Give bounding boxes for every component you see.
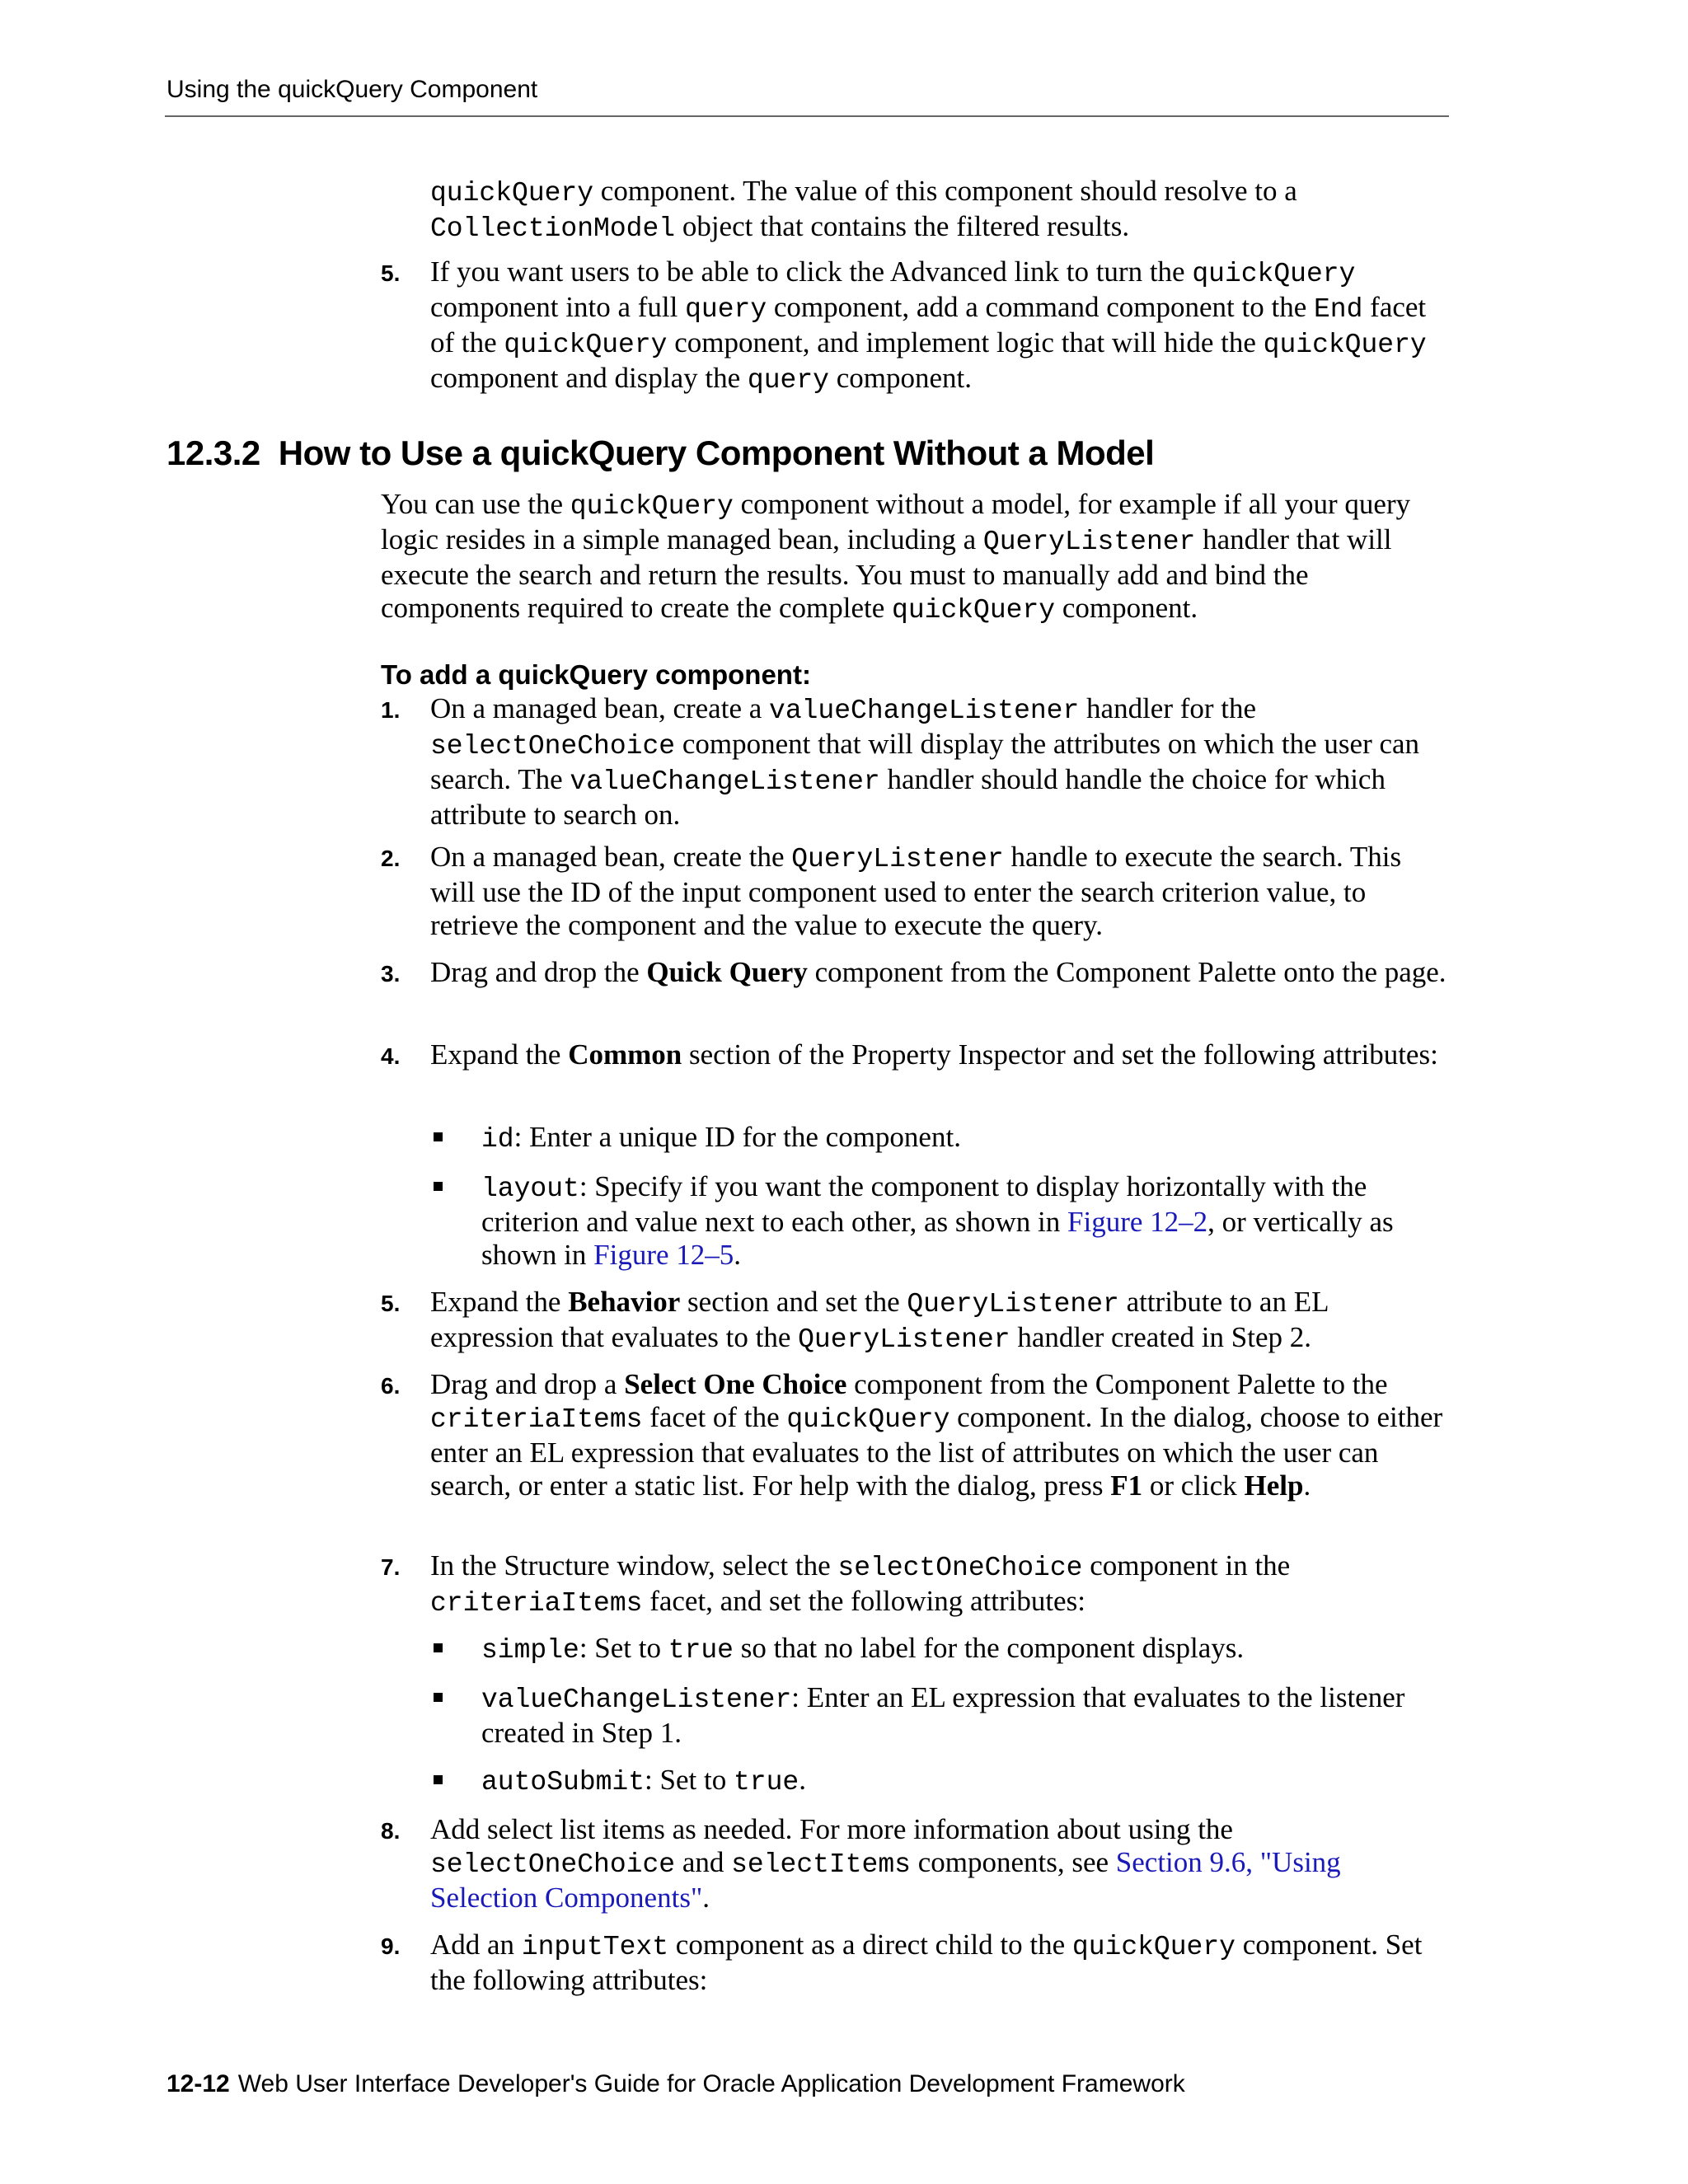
inline-code: selectItems: [731, 1849, 911, 1880]
text-run: component.: [1055, 592, 1198, 624]
text-run: Expand the: [430, 1286, 569, 1318]
text-run: component into a full: [430, 291, 686, 323]
text-run: handler created in Step 2.: [1010, 1321, 1311, 1353]
text-run: : Enter a unique ID for the component.: [513, 1121, 961, 1153]
section-title: How to Use a quickQuery Component Without a Model: [278, 434, 1155, 472]
bullet-item: [481, 1121, 1454, 1156]
inline-code: true: [668, 1635, 734, 1666]
text-run: Drag and drop the: [430, 956, 647, 988]
text-run: Expand the: [430, 1038, 569, 1071]
inline-code: true: [733, 1767, 799, 1797]
step-4: [381, 1038, 1452, 1071]
step-number: 6.: [381, 1373, 401, 1399]
inline-code: quickQuery: [570, 491, 734, 522]
text-run: facet of the: [642, 1401, 787, 1433]
step-1: [381, 692, 1452, 832]
text-run: handle to execute the search. This will use the ID of the input component used to enter the search criterion value, to retrieve the component and the value to execute the query.: [430, 841, 1402, 941]
text-run: components, see: [910, 1846, 1116, 1878]
text-run: component from the Component Palette to the: [846, 1368, 1388, 1400]
ui-label: Common: [568, 1038, 682, 1071]
text-run: facet, and set the following attributes:: [642, 1585, 1085, 1617]
text-run: component, add a command component to the: [767, 291, 1314, 323]
text-run: component. The value of this component should resolve to a: [593, 175, 1297, 207]
ui-label: Select One Choice: [624, 1368, 847, 1400]
text-run: or click: [1142, 1469, 1245, 1502]
intro-paragraph: [381, 488, 1452, 627]
text-run: component, and implement logic that will hide the: [667, 326, 1264, 359]
text-run: section of the Property Inspector and set the following attributes:: [682, 1038, 1438, 1071]
text-run: Add select list items as needed. For more information about using the: [430, 1813, 1233, 1845]
text-run: component without a model, for example if all your query logic resides in a simple managed bean, including a: [381, 488, 1411, 555]
text-run: component from the Component Palette onto the page.: [807, 956, 1447, 988]
step-number: 7.: [381, 1554, 401, 1580]
text-run: : Set to: [579, 1632, 668, 1664]
inline-code: criteriaItems: [430, 1588, 643, 1619]
text-run: .: [1303, 1469, 1311, 1502]
text-run: Drag and drop a: [430, 1368, 625, 1400]
text-run: component and display the: [430, 362, 748, 394]
step-7: [381, 1549, 1452, 1620]
text-run: section and set the: [680, 1286, 907, 1318]
text-run: handler that will execute the search and return the results. You must to manually add and bind the components required to create the complete: [381, 523, 1392, 624]
step-9: [381, 1929, 1452, 1997]
bullet-square-icon: [434, 1775, 443, 1784]
inline-code: query: [685, 294, 767, 325]
bullet-square-icon: [434, 1693, 443, 1702]
bullet-square-icon: [434, 1132, 443, 1141]
section-link[interactable]: Section 9.6, "Using Selection Components": [430, 1846, 1341, 1914]
step-6: [381, 1368, 1452, 1502]
inline-code: quickQuery: [504, 330, 668, 360]
text-run: attribute to an EL expression that evaluates to the: [430, 1286, 1329, 1353]
figure-link[interactable]: Figure 12–5: [593, 1239, 734, 1271]
text-run: Add an: [430, 1929, 522, 1961]
continuation-paragraph: [430, 175, 1452, 246]
text-run: On a managed bean, create a: [430, 692, 770, 724]
inline-code: selectOneChoice: [837, 1553, 1083, 1583]
inline-code: selectOneChoice: [430, 1849, 676, 1880]
inline-code: quickQuery: [1071, 1932, 1236, 1962]
inline-code: QueryListener: [791, 844, 1004, 874]
text-run: handler for the: [1079, 692, 1257, 724]
inline-code: quickQuery: [1192, 259, 1356, 289]
bullet-item: [481, 1632, 1454, 1667]
text-run: handler should handle the choice for which attribute to search on.: [430, 763, 1386, 831]
bullet-item: [481, 1170, 1454, 1272]
inline-code: id: [481, 1124, 514, 1155]
previous-step-5: [381, 255, 1452, 397]
step-number: 3.: [381, 961, 401, 987]
inline-code: QueryListener: [982, 527, 1196, 557]
inline-code: valueChangeListener: [570, 766, 880, 797]
step-number: 1.: [381, 697, 401, 723]
header-divider: [165, 115, 1449, 117]
bullet-square-icon: [434, 1182, 443, 1191]
key-label: F1: [1110, 1469, 1143, 1502]
inline-code: CollectionModel: [430, 213, 676, 244]
step-number: 4.: [381, 1043, 401, 1069]
step-3: [381, 956, 1452, 989]
running-header: Using the quickQuery Component: [166, 76, 538, 103]
book-title: Web User Interface Developer's Guide for Oracle Application Development Framework: [237, 2070, 1185, 2097]
text-run: component. In the dialog, choose to either enter an EL expression that evaluates to the list of attributes on which the user can search, or enter a static list. For help with the dialog, press: [430, 1401, 1443, 1502]
inline-code: QueryListener: [907, 1289, 1119, 1319]
text-run: component.: [828, 362, 972, 394]
step-2: [381, 841, 1452, 942]
figure-link[interactable]: Figure 12–2: [1067, 1206, 1208, 1238]
section-heading: [166, 434, 1154, 473]
text-run: so that no label for the component displays.: [733, 1632, 1245, 1664]
text-run: : Specify if you want the component to display horizontally with the criterion and value next to each other, as shown in: [481, 1170, 1367, 1238]
inline-code: criteriaItems: [430, 1404, 643, 1435]
text-run: .: [799, 1764, 806, 1796]
text-run: , or vertically as shown in: [481, 1206, 1394, 1271]
inline-code: valueChangeListener: [769, 696, 1080, 726]
text-run: and: [675, 1846, 732, 1878]
step-8: [381, 1813, 1452, 1915]
text-run: .: [702, 1882, 710, 1914]
page-number: 12-12: [166, 2070, 230, 2097]
text-run: You can use the: [381, 488, 570, 520]
inline-code: quickQuery: [786, 1404, 950, 1435]
inline-code: quickQuery: [430, 178, 594, 209]
text-run: component that will display the attributes on which the user can search. The: [430, 728, 1420, 795]
text-run: .: [734, 1239, 742, 1271]
ui-label: Help: [1244, 1469, 1304, 1502]
page-footer: [166, 2070, 1185, 2098]
text-run: object that contains the filtered results.: [675, 210, 1130, 242]
inline-code: quickQuery: [892, 595, 1056, 626]
procedure-heading: To add a quickQuery component:: [381, 659, 811, 690]
text-run: On a managed bean, create the: [430, 841, 792, 873]
inline-code: QueryListener: [798, 1324, 1010, 1355]
inline-code: quickQuery: [1263, 330, 1427, 360]
section-number: 12.3.2: [166, 434, 260, 472]
text-run: component in the: [1082, 1549, 1291, 1582]
bullet-item: [481, 1764, 1454, 1799]
bullet-item: [481, 1681, 1454, 1750]
bullet-square-icon: [434, 1643, 443, 1652]
inline-code: inputText: [521, 1932, 669, 1962]
text-run: If you want users to be able to click the Advanced link to turn the: [430, 255, 1193, 288]
step-5: [381, 1286, 1452, 1357]
step-number: 2.: [381, 846, 401, 871]
text-run: component. Set the following attributes:: [430, 1929, 1423, 1996]
step-number: 8.: [381, 1818, 401, 1844]
step-number: 5.: [381, 1291, 401, 1316]
inline-code: query: [747, 365, 829, 396]
inline-code: selectOneChoice: [430, 731, 676, 762]
text-run: facet of the: [430, 291, 1427, 359]
text-run: component as a direct child to the: [668, 1929, 1072, 1961]
step-number: 5.: [381, 260, 401, 286]
ui-label: Behavior: [568, 1286, 681, 1318]
inline-code: autoSubmit: [481, 1767, 645, 1797]
step-number: 9.: [381, 1933, 401, 1959]
text-run: : Set to: [645, 1764, 734, 1796]
inline-code: simple: [481, 1635, 579, 1666]
text-run: In the Structure window, select the: [430, 1549, 838, 1582]
inline-code: layout: [481, 1174, 579, 1204]
ui-label: Quick Query: [646, 956, 808, 988]
inline-code: End: [1314, 294, 1363, 325]
inline-code: valueChangeListener: [481, 1685, 792, 1715]
text-run: : Enter an EL expression that evaluates to the listener created in Step 1.: [481, 1681, 1405, 1749]
